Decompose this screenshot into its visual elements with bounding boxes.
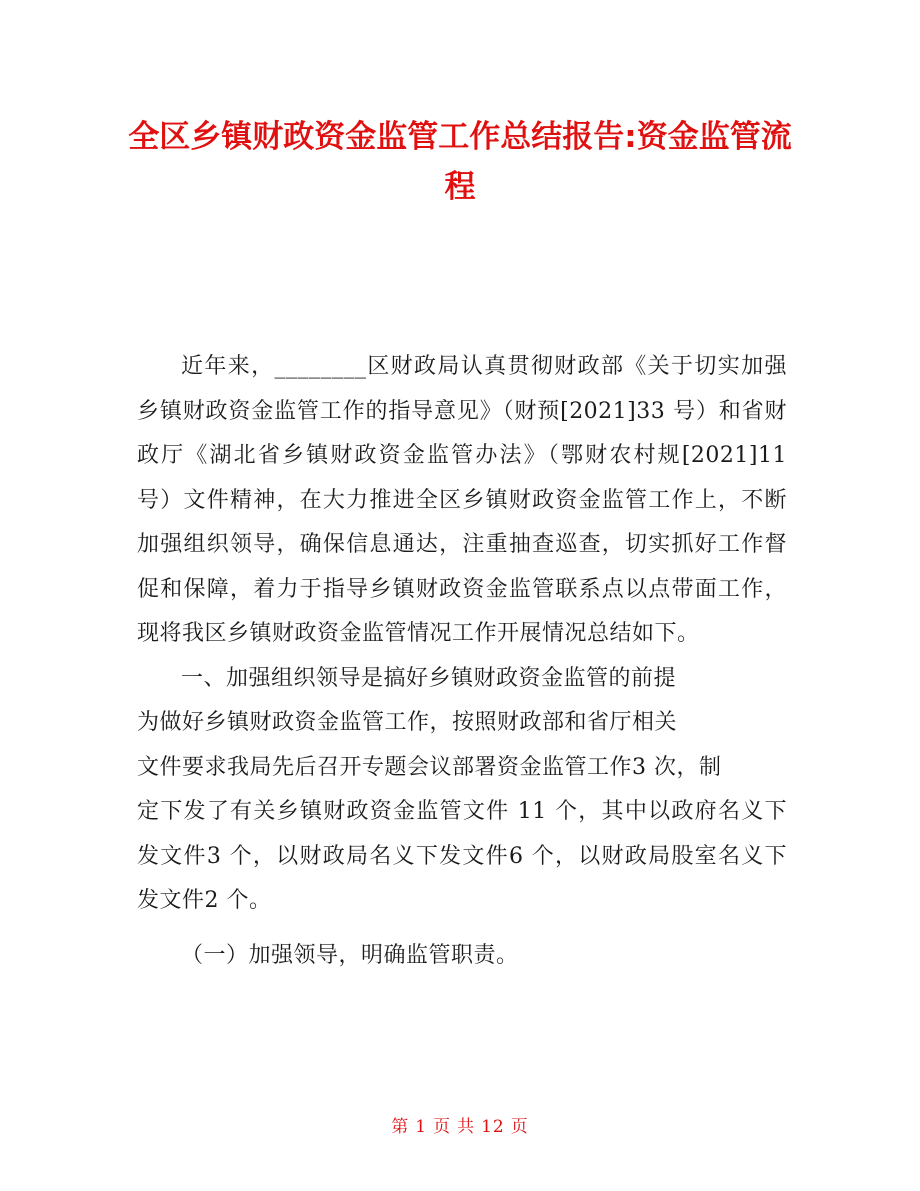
subsection-heading: （一）加强领导，明确监管职责。 (181, 942, 519, 968)
section-line: 为做好乡镇财政资金监管工作，按照财政部和省厅相关 (137, 710, 678, 735)
footer-prefix: 第 (391, 1117, 410, 1137)
footer-total-pages: 12 (481, 1117, 505, 1137)
footer-suffix: 页 (510, 1117, 529, 1137)
document-body (137, 345, 787, 978)
intro-paragraph: 近年来，________区财政局认真贯彻财政部《关于切实加强 乡镇财政资金监管工作的指导意见》（财预[2021]33 号）和省财政厅《湖北省乡镇财政资金监管办法》（鄂财农村规[2021]11 号）文件精神，在大力推进全区乡镇财政资金监管工作上，不断加强组织领导，确保信息通达，注重抽查巡查，切实抓好工作督促和保障，着力于指导乡镇财政资金监管联系点以点带面工作，现将我区乡镇财政资金监管情况工作开展情况总结如下。 (137, 354, 787, 646)
section-paragraph: 定下发了有关乡镇财政资金监管文件 11 个，其中以政府名义下发文件3 个，以财政局名义下发文件6 个，以财政局股室名义下发文件2 个。 (137, 799, 787, 913)
section-heading: 一、加强组织领导是搞好乡镇财政资金监管的前提 (181, 665, 677, 691)
footer-page-word: 页 (433, 1117, 452, 1137)
footer-current-page: 1 (415, 1117, 428, 1137)
footer-total-prefix: 共 (457, 1117, 476, 1137)
section-line: 文件要求我局先后召开专题会议部署资金监管工作3 次，制 (137, 754, 722, 780)
page-footer (0, 1112, 920, 1137)
document-title: 全区乡镇财政资金监管工作总结报告:资金监管流程 (128, 119, 792, 205)
